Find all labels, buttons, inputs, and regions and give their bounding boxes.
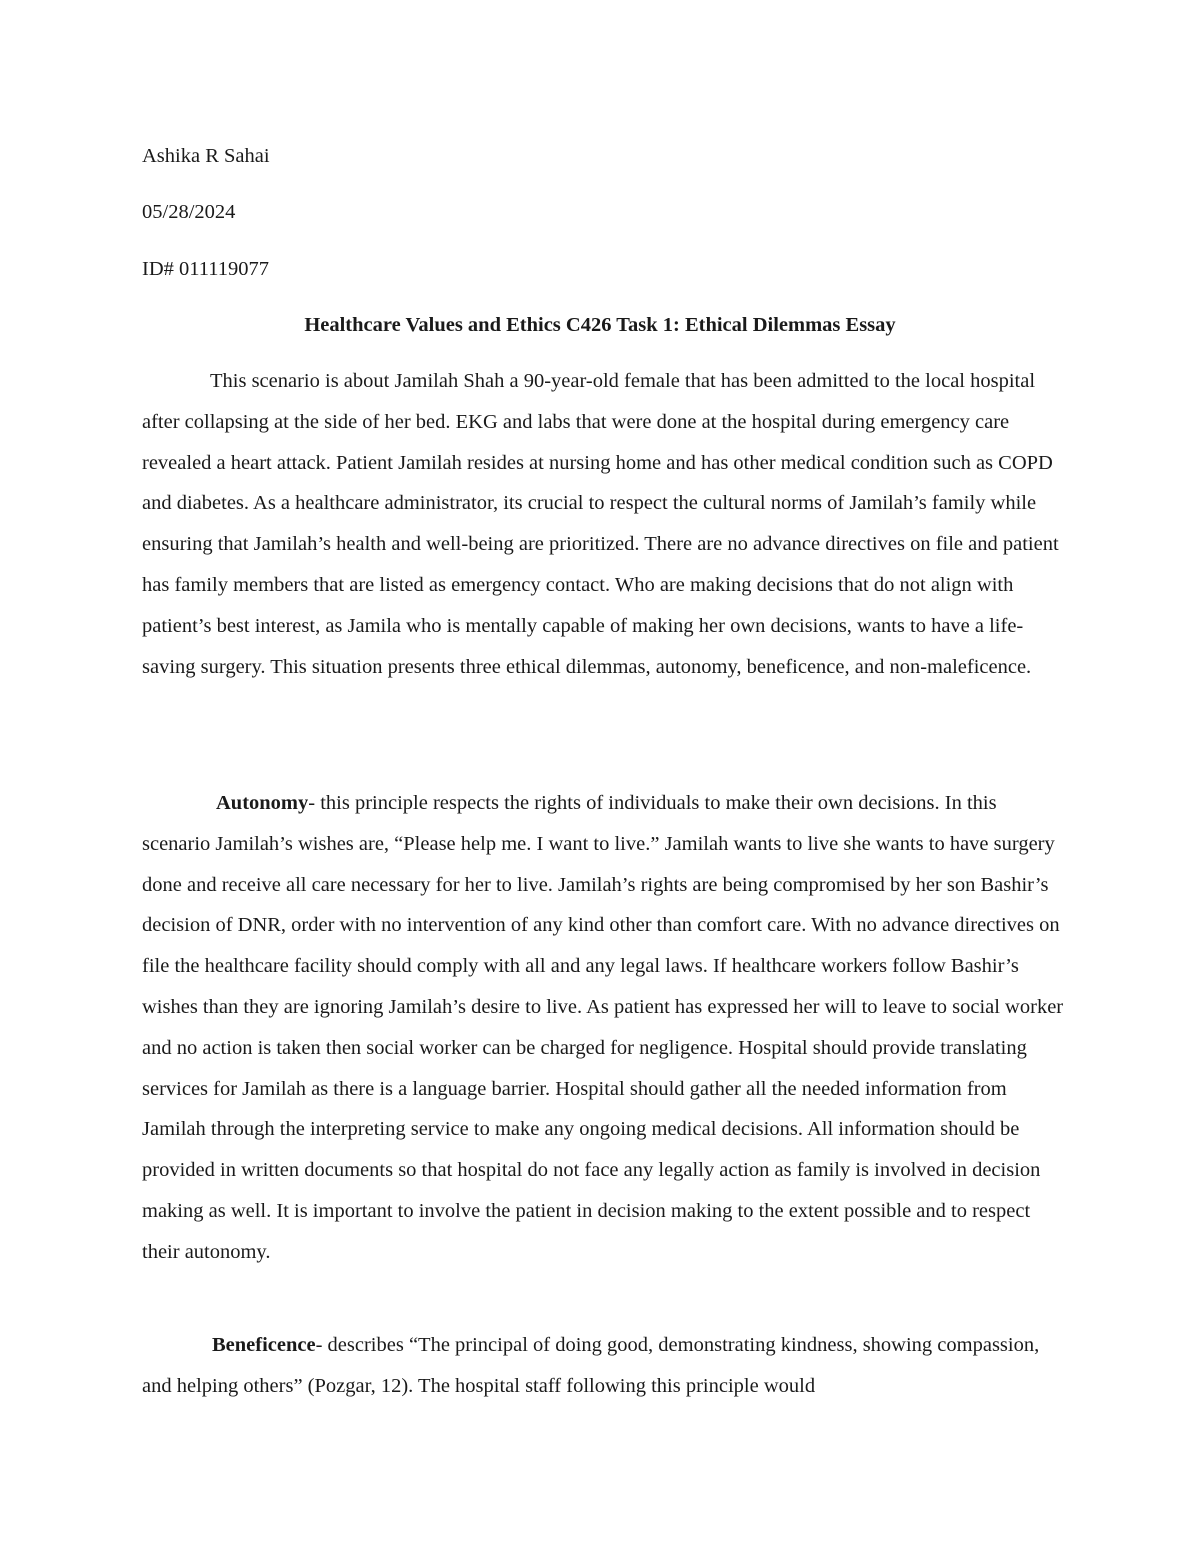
intro-paragraph: This scenario is about Jamilah Shah a 90-year-old female that has been admitted to the local hospital after collapsing at the side of her bed. EKG and labs that were done at the hospital during emergency care revealed a heart attack. Patient Jamilah resides at nursing home and has other medical condition such as COPD and diabetes. As a healthcare administrator, its crucial to respect the cultural norms of Jamilah’s family while ensuring that Jamilah’s health and well-being are prioritized. There are no advance directives on file and patient has family members that are listed as emergency contact. Who are making decisions that do not align with patient’s best interest, as Jamila who is mentally capable of making her own decisions, wants to have a life-saving surgery. This situation presents three ethical dilemmas, autonomy, beneficence, and non-maleficence. [142, 370, 1059, 678]
author-name: Ashika R Sahai [142, 145, 270, 167]
beneficence-paragraph [142, 1325, 1067, 1407]
beneficence-text: - describes “The principal of doing good, demonstrating kindness, showing compassion, and helping others” (Pozgar, 12). The hospital staff following this principle would [142, 1334, 1040, 1397]
essay-title: Healthcare Values and Ethics C426 Task 1: Ethical Dilemmas Essay [304, 314, 896, 336]
beneficence-heading: Beneficence [212, 1334, 316, 1356]
autonomy-text: - this principle respects the rights of individuals to make their own decisions. In this scenario Jamilah’s wishes are, “Please help me. I want to live.” Jamilah wants to live she wants to have surgery done and receive all care necessary for her to live. Jamilah’s rights are being compromised by her son Bashir’s decision of DNR, order with no intervention of any kind other than comfort care. With no advance directives on file the healthcare facility should comply with all and any legal laws. If healthcare workers follow Bashir’s wishes than they are ignoring Jamilah’s desire to live. As patient has expressed her will to leave to social worker and no action is taken then social worker can be charged for negligence. Hospital should provide translating services for Jamilah as there is a language barrier. Hospital should gather all the needed information from Jamilah through the interpreting service to make any ongoing medical decisions. All information should be provided in written documents so that hospital do not face any legally action as family is involved in decision making as well. It is important to involve the patient in decision making to the extent possible and to respect their autonomy. [142, 792, 1064, 1263]
student-id: ID# 011119077 [142, 258, 269, 280]
essay-date: 05/28/2024 [142, 201, 236, 223]
autonomy-heading: Autonomy [216, 792, 309, 814]
autonomy-paragraph [142, 783, 1067, 1273]
